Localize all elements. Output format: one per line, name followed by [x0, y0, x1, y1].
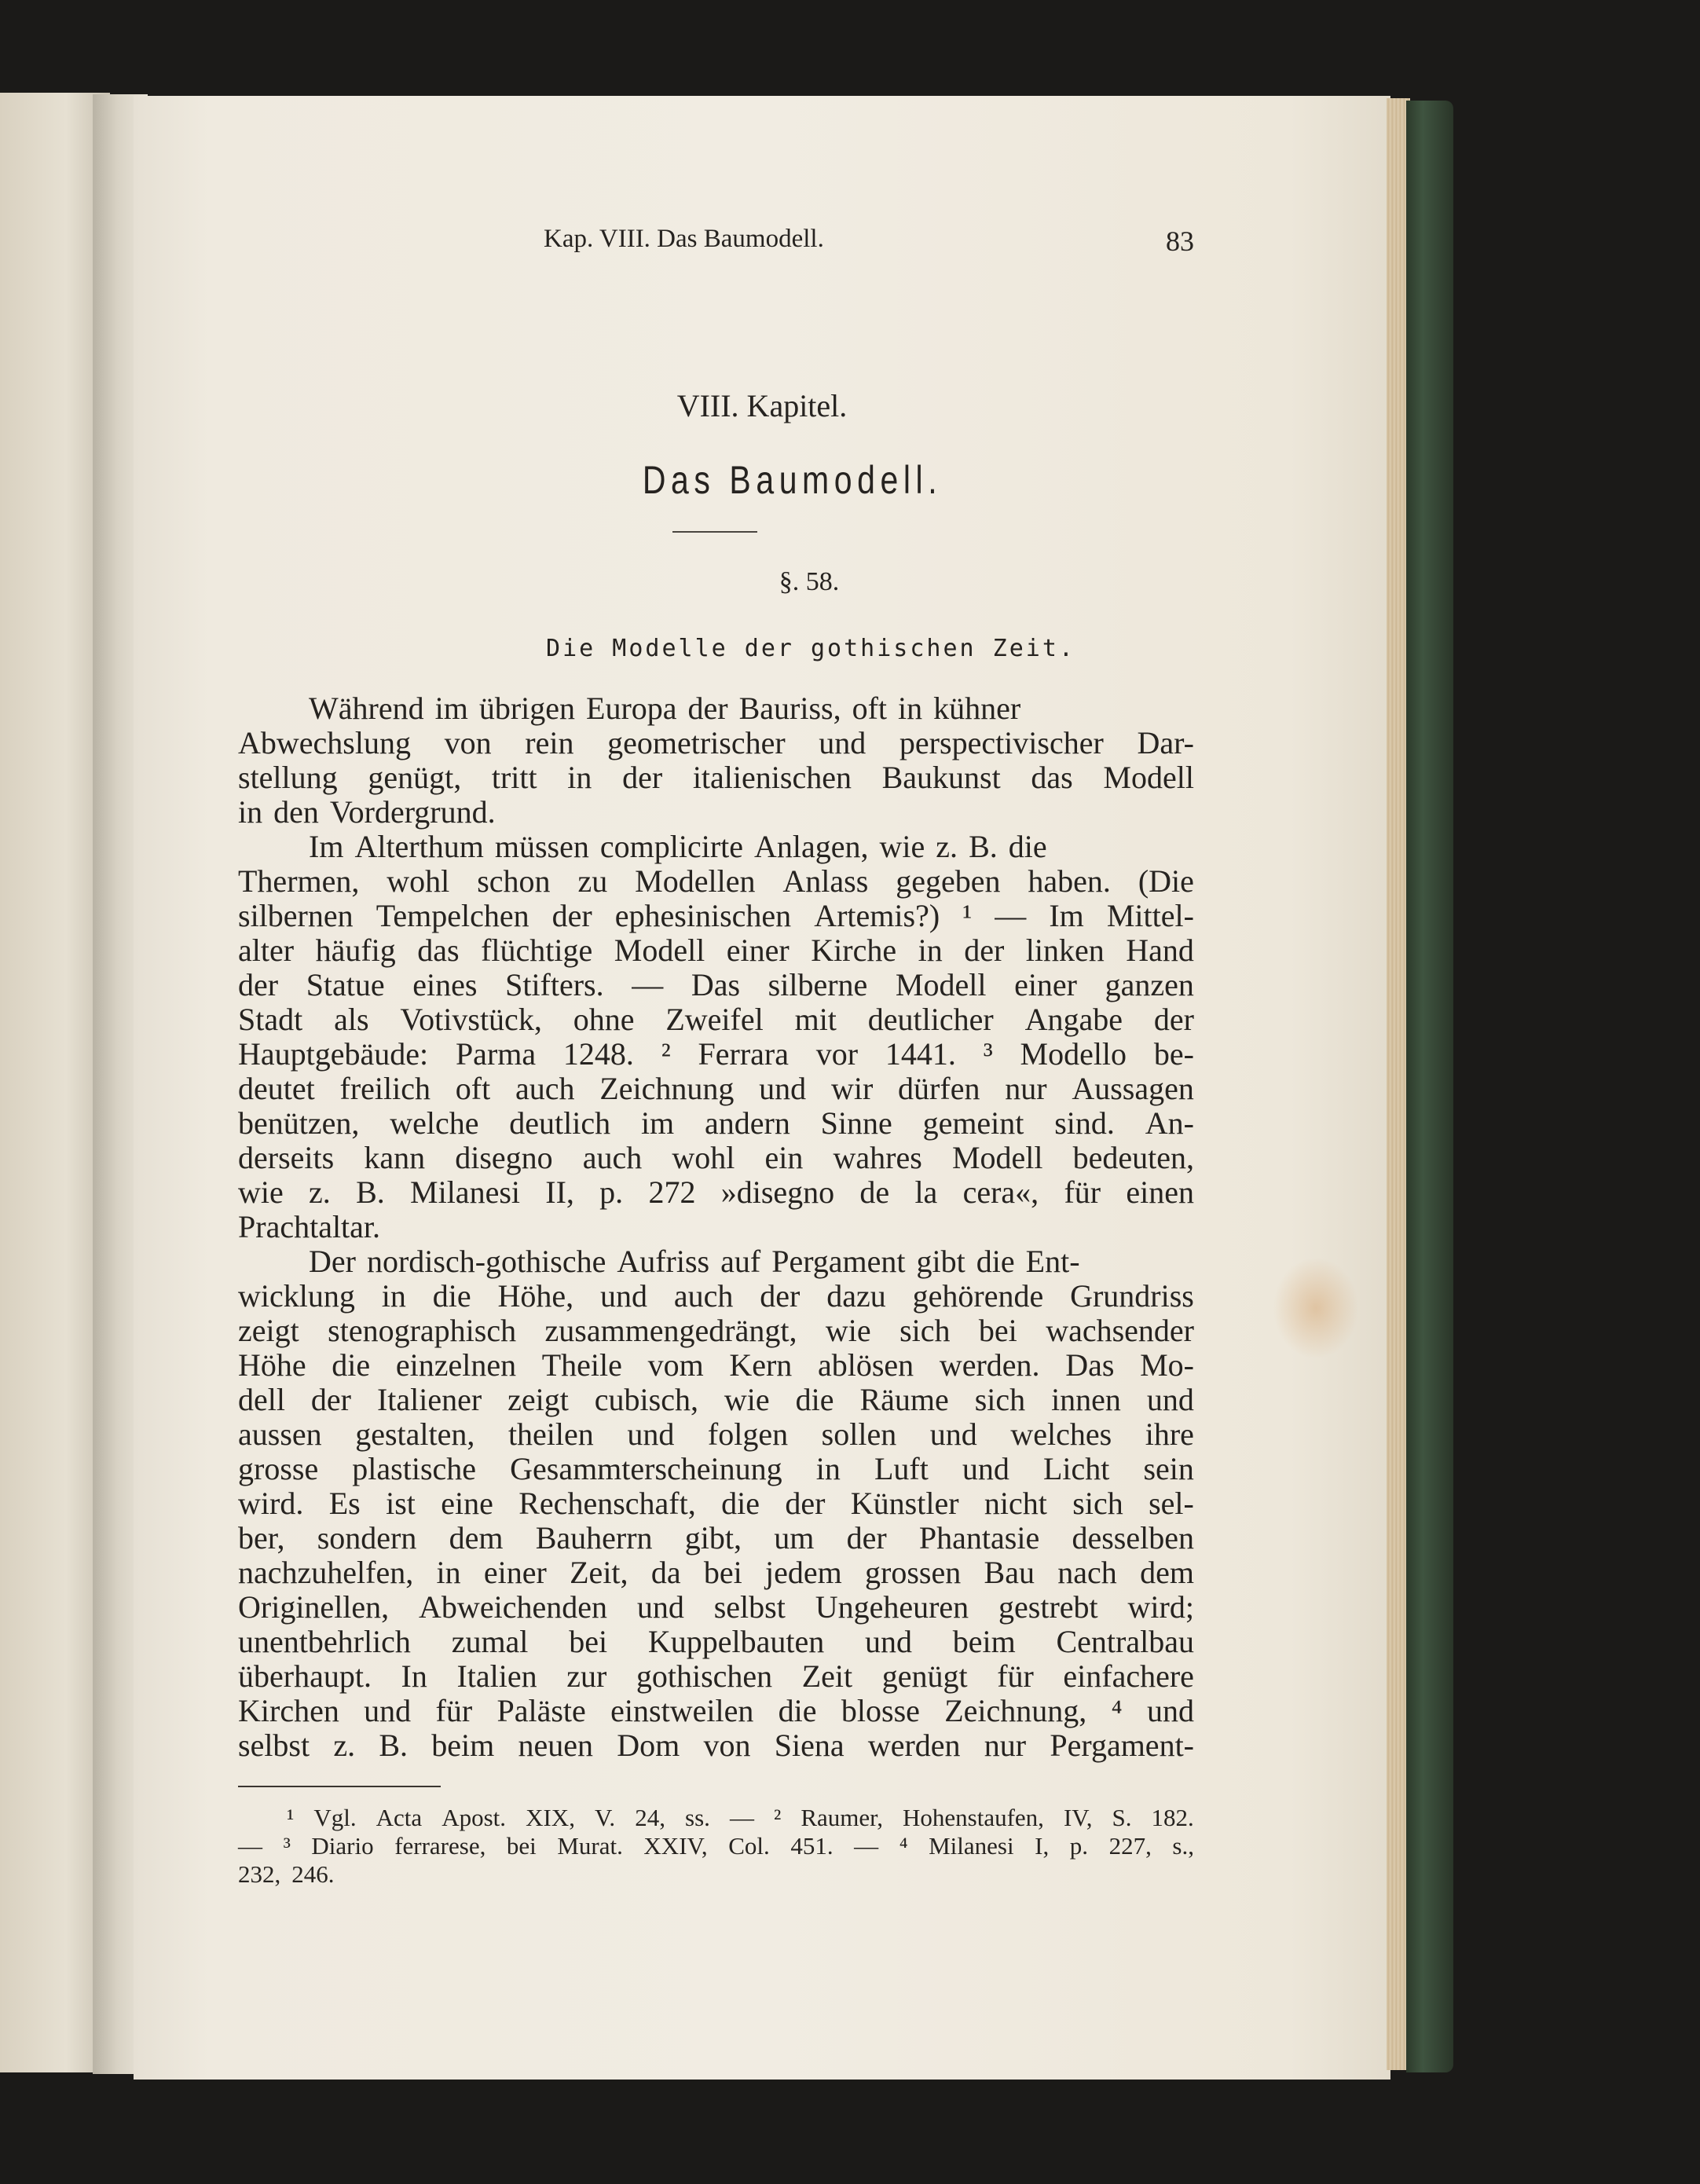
text-line: Abwechslung von rein geometrischer und perspectivischer Dar-	[238, 725, 1194, 760]
text-line: wird. Es ist eine Rechenschaft, die der Künstler nicht sich sel-	[238, 1486, 1194, 1521]
chapter-title: Das Baumodell.	[642, 458, 943, 502]
footnote-divider	[238, 1786, 441, 1787]
text-line: Im Alterthum müssen complicirte Anlagen, wie z. B. die	[309, 829, 1047, 864]
text-line: dell der Italiener zeigt cubisch, wie die Räume sich innen und	[238, 1382, 1194, 1417]
text-line: derseits kann disegno auch wohl ein wahres Modell bedeuten,	[238, 1140, 1194, 1175]
text-line: Prachtaltar.	[238, 1209, 381, 1244]
text-line: Hauptgebäude: Parma 1248. ² Ferrara vor 1441. ³ Modello be-	[238, 1036, 1194, 1072]
text-line: selbst z. B. beim neuen Dom von Siena werden nur Pergament-	[238, 1728, 1194, 1763]
text-line: unentbehrlich zumal bei Kuppelbauten und beim Centralbau	[238, 1624, 1194, 1659]
section-number: §. 58.	[779, 567, 840, 596]
page-number: 83	[1166, 225, 1194, 257]
text-line: zeigt stenographisch zusammengedrängt, wie sich bei wachsender	[238, 1313, 1194, 1348]
footnote-line: 232, 246.	[238, 1860, 335, 1888]
paper-stain	[1273, 1257, 1359, 1359]
text-line: in den Vordergrund.	[238, 794, 496, 830]
body-text	[238, 691, 1194, 1763]
text-line: silbernen Tempelchen der ephesinischen Artemis?) ¹ — Im Mittel-	[238, 898, 1194, 933]
text-line: nachzuhelfen, in einer Zeit, da bei jedem grossen Bau nach dem	[238, 1555, 1194, 1590]
book-cover	[1406, 101, 1453, 2072]
text-line: grosse plastische Gesammterscheinung in Luft und Licht sein	[238, 1451, 1194, 1486]
footnote-line: — ³ Diario ferrarese, bei Murat. XXIV, Col. 451. — ⁴ Milanesi I, p. 227, s.,	[238, 1832, 1194, 1860]
text-line: benützen, welche deutlich im andern Sinne gemeint sind. An-	[238, 1105, 1194, 1141]
text-line: Der nordisch-gothische Aufriss auf Pergament gibt die Ent-	[309, 1244, 1080, 1279]
text-line: wicklung in die Höhe, und auch der dazu gehörende Grundriss	[238, 1278, 1194, 1314]
text-line: Thermen, wohl schon zu Modellen Anlass gegeben haben. (Die	[238, 863, 1194, 899]
footnotes	[238, 1804, 1194, 1889]
text-line: deutet freilich oft auch Zeichnung und wir dürfen nur Aussagen	[238, 1071, 1194, 1106]
text-line: überhaupt. In Italien zur gothischen Zeit genügt für einfachere	[238, 1658, 1194, 1694]
running-head	[503, 225, 1194, 262]
text-line: der Statue eines Stifters. — Das silberne Modell einer ganzen	[238, 967, 1194, 1002]
text-line: Höhe die einzelnen Theile vom Kern ablösen werden. Das Mo-	[238, 1347, 1194, 1383]
title-divider	[672, 531, 757, 533]
text-line: Originellen, Abweichenden und selbst Ungeheuren gestrebt wird;	[238, 1589, 1194, 1625]
text-line: wie z. B. Milanesi II, p. 272 »disegno de la cera«, für einen	[238, 1174, 1194, 1210]
running-head-title: Kap. VIII. Das Baumodell.	[544, 225, 824, 253]
text-line: aussen gestalten, theilen und folgen sollen und welches ihre	[238, 1416, 1194, 1452]
text-line: Kirchen und für Paläste einstweilen die blosse Zeichnung, ⁴ und	[238, 1693, 1194, 1728]
text-line: Während im übrigen Europa der Bauriss, oft in kühner	[309, 691, 1021, 726]
text-line: Stadt als Votivstück, ohne Zweifel mit deutlicher Angabe der	[238, 1002, 1194, 1037]
section-title: Die Modelle der gothischen Zeit.	[546, 635, 1075, 662]
chapter-number: VIII. Kapitel.	[676, 388, 848, 423]
text-line: stellung genügt, tritt in der italienischen Baukunst das Modell	[238, 760, 1194, 795]
footnote-line: ¹ Vgl. Acta Apost. XIX, V. 24, ss. — ² Raumer, Hohenstaufen, IV, S. 182.	[287, 1804, 1194, 1831]
text-line: ber, sondern dem Bauherrn gibt, um der Phantasie desselben	[238, 1520, 1194, 1556]
text-line: alter häufig das flüchtige Modell einer Kirche in der linken Hand	[238, 933, 1194, 968]
